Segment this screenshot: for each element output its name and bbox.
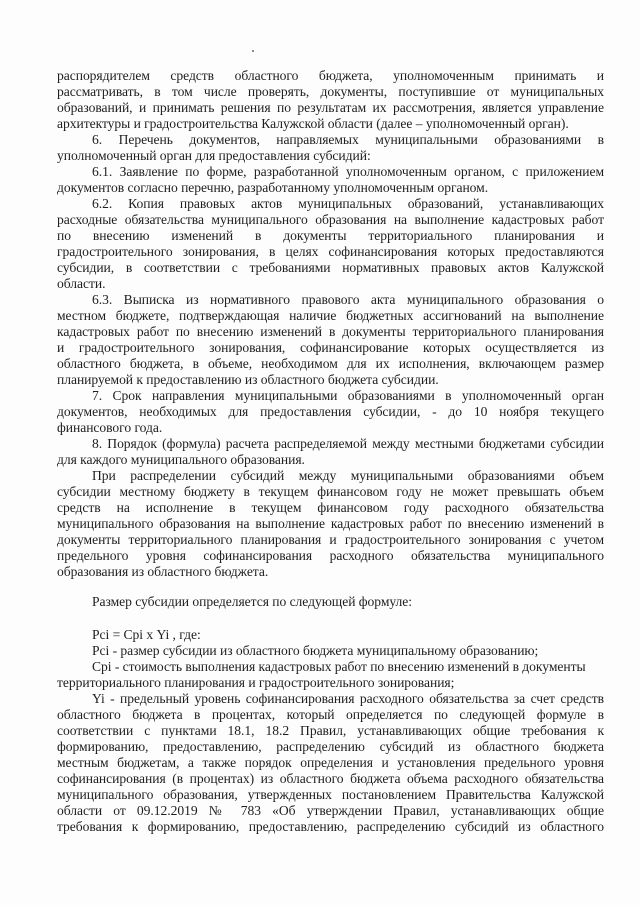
text-line: Срi - стоимость выполнения кадастровых работ по внесению изменений в документы xyxy=(92,659,586,674)
text-line: области. xyxy=(57,276,106,291)
text-line: муниципального образования на выполнение кадастровых работ по внесению изменений в xyxy=(57,516,604,531)
text-line: образования из областного бюджета. xyxy=(57,564,269,579)
text-line: Размер субсидии определяется по следующей формуле: xyxy=(92,594,412,609)
text-line: субсидии, в соответствии с требованиями нормативных правовых актов Калужской xyxy=(57,260,604,275)
text-line: документов, необходимых для предоставления субсидии, - до 10 ноября текущего xyxy=(57,404,604,419)
text-line: требования к формированию, предоставлению, распределению субсидий из областного xyxy=(57,819,604,834)
text-line: кадастровых работ по внесению изменений в документы территориального планирования xyxy=(57,324,604,339)
text-line: 6. Перечень документов, направляемых муниципальными образованиями в xyxy=(92,132,604,147)
text-line: уполномоченный орган для предоставления субсидий: xyxy=(57,148,371,163)
text-line: финансового года. xyxy=(57,420,163,435)
text-line: расходные обязательства муниципального образования на выполнение кадастровых работ xyxy=(57,212,604,227)
text-line: субсидии местному бюджету в текущем финансовом году не может превышать объем xyxy=(57,484,604,499)
text-line: Рci - размер субсидии из областного бюджета муниципальному образованию; xyxy=(92,643,539,658)
text-line: местным бюджетам, а также порядок определения и установления предельного уровня xyxy=(57,755,604,770)
text-line: Yi - предельный уровень софинансирования расходного обязательства за счет средств xyxy=(92,691,604,706)
text-line: Рci = Срi х Yi , где: xyxy=(92,627,201,642)
text-line: по внесению изменений в документы территориального планирования и xyxy=(57,228,604,243)
text-line: областного бюджета, в объеме, необходимом для их исполнения, включающем размер xyxy=(57,356,604,371)
text-line: рассматривать, в том числе проверять, документы, поступившие от муниципальных xyxy=(57,84,604,99)
text-line: территориального планирования и градостроительного зонирования; xyxy=(57,675,455,690)
text-line: формированию, предоставлению, распределению субсидий из областного бюджета xyxy=(57,739,604,754)
text-line: 6.1. Заявление по форме, разработанной уполномоченным органом, с приложением xyxy=(92,164,604,179)
text-line: областного бюджета в процентах, который определяется по следующей формуле в xyxy=(57,707,604,722)
text-line: 7. Срок направления муниципальными образованиями в уполномоченный орган xyxy=(92,388,604,403)
text-line: архитектуры и градостроительства Калужской области (далее – уполномоченный орган). xyxy=(57,116,569,131)
text-line: софинансирования (в процентах) из областного бюджета объема расходного обязательства xyxy=(57,771,604,786)
text-line: планируемой к предоставлению из областного бюджета субсидии. xyxy=(57,372,439,387)
text-line: При распределении субсидий между муниципальными образованиями объем xyxy=(92,468,604,483)
text-line: распорядителем средств областного бюджета, уполномоченным принимать и xyxy=(57,68,604,83)
text-line: градостроительного зонирования, в целях софинансирования которых предоставляются xyxy=(57,244,604,259)
text-line: 6.3. Выписка из нормативного правового акта муниципального образования о xyxy=(92,292,604,307)
text-line: соответствии с пунктами 18.1, 18.2 Правил, устанавливающих общие требования к xyxy=(57,723,604,738)
text-line: образований, и принимать решения по результатам их рассмотрения, является управление xyxy=(57,100,604,115)
text-line: 8. Порядок (формула) расчета распределяемой между местными бюджетами субсидии xyxy=(92,436,604,451)
text-line: для каждого муниципального образования. xyxy=(57,452,305,467)
text-line: документы территориального планирования и градостроительного зонирования с учетом xyxy=(57,532,604,547)
text-line: области от 09.12.2019 № 783 «Об утверждении Правил, устанавливающих общие xyxy=(57,803,604,818)
text-line: и градостроительного зонирования, софинансирование которых осуществляется из xyxy=(57,340,604,355)
text-line: предельного уровня софинансирования расходного обязательства муниципального xyxy=(57,548,604,563)
text-line: местном бюджете, подтверждающая наличие бюджетных ассигнований на выполнение xyxy=(57,308,604,323)
text-line: 6.2. Копия правовых актов муниципальных образований, устанавливающих xyxy=(92,196,604,211)
scan-speck xyxy=(252,50,254,52)
text-line: документов согласно перечню, разработанному уполномоченным органом. xyxy=(57,180,489,195)
text-line: муниципального образования, утвержденных постановлением Правительства Калужской xyxy=(57,787,604,802)
text-line: средств на исполнение в текущем финансовом году расходного обязательства xyxy=(57,500,604,515)
